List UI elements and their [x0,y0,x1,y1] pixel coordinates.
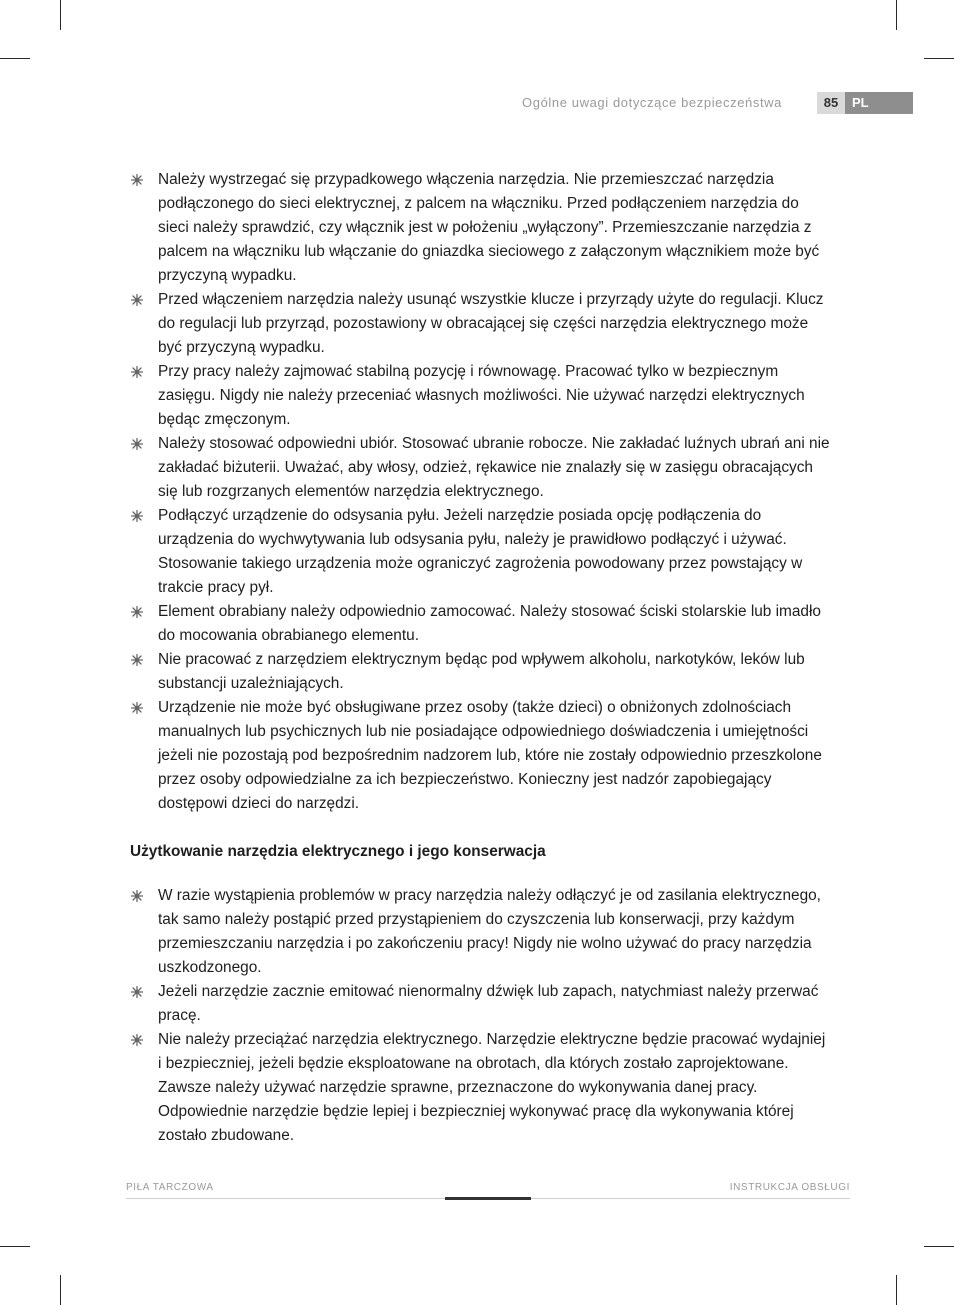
list-item-text: Urządzenie nie może być obsługiwane przez osoby (także dzieci) o obniżonych zdolnościach manualnych lub psychicznych lub nie posiadające odpowiedniego doświadczenia i umiejętności jeżeli nie pozostają pod bezpośrednim nadzorem lub, które nie zostały odpowiednio przeszkolone przez osoby odpowiedzialne za ich bezpieczeństwo. Konieczny jest nadzór zapobiegający dostępowi dzieci do narzędzi. [158,699,822,812]
language-tab: PL [845,92,913,114]
crop-mark [896,0,897,30]
section-heading: Użytkowanie narzędzia elektrycznego i jego konserwacja [130,843,546,860]
footer-divider-accent [445,1197,531,1200]
footer-manual-label: INSTRUKCJA OBSŁUGI [729,1182,850,1193]
list-item-text: Jeżeli narzędzie zacznie emitować nienormalny dźwięk lub zapach, natychmiast należy przerwać pracę. [158,983,819,1024]
list-item-text: W razie wystąpienia problemów w pracy narzędzia należy odłączyć je od zasilania elektrycznego, tak samo należy postąpić przed przystąpieniem do czyszczenia lub konserwacji, przy każdym przemieszczaniu narzędzia i po zakończeniu pracy! Nigdy nie wolno używać do pracy narzędzia uszkodzonego. [158,887,821,976]
list-item-text: Przed włączeniem narzędzia należy usunąć wszystkie klucze i przyrządy użyte do regulacji. Klucz do regulacji lub przyrząd, pozostawiony w obracającej się części narzędzia elektrycznego może być przyczyną wypadku. [158,291,824,356]
header-section-title: Ogólne uwagi dotyczące bezpieczeństwa [522,95,782,110]
list-item-text: Należy wystrzegać się przypadkowego włączenia narzędzia. Nie przemieszczać narzędzia podłączonego do sieci elektrycznej, z palcem na włączniku. Przed podłączeniem narzędzia do sieci należy sprawdzić, czy włącznik jest w położeniu „wyłączony”. Przemieszczanie narzędzia z palcem na włączniku lub włączanie do gniazdka sieciowego z załączonym włącznikiem może być przyczyną wypadku. [158,171,820,284]
list-item-text: Należy stosować odpowiedni ubiór. Stosować ubranie robocze. Nie zakładać luźnych ubrań ani nie zakładać biżuterii. Uważać, aby włosy, odzież, rękawice nie znalazły się w zasięgu obracających się lub rozgrzanych elementów narzędzia elektrycznego. [158,435,830,500]
list-item-text: Element obrabiany należy odpowiednio zamocować. Należy stosować ściski stolarskie lub imadło do mocowania obrabianego elementu. [158,603,821,644]
list-item [130,1028,830,1148]
list-item [130,288,830,360]
list-item-text: Podłączyć urządzenie do odsysania pyłu. Jeżeli narzędzie posiada opcję podłączenia do urządzenia do wychwytywania lub odsysania pyłu, należy je prawidłowo podłączyć i używać. Stosowanie takiego urządzenia może ograniczyć zagrożenia powodowany przez powstający w trakcie pracy pył. [158,507,803,596]
crop-mark [924,58,954,59]
footer-product-name: PIŁA TARCZOWA [126,1182,214,1193]
crop-mark [60,1275,61,1305]
snowflake-bullet-icon [131,294,143,306]
list-item [130,600,830,648]
snowflake-bullet-icon [131,890,143,902]
snowflake-bullet-icon [131,366,143,378]
crop-mark [0,58,30,59]
snowflake-bullet-icon [131,654,143,666]
crop-mark [0,1246,30,1247]
list-item [130,504,830,600]
crop-mark [924,1246,954,1247]
snowflake-bullet-icon [131,702,143,714]
list-item-text: Przy pracy należy zajmować stabilną pozycję i równowagę. Pracować tylko w bezpiecznym zasięgu. Nigdy nie należy przeceniać własnych możliwości. Nie używać narzędzi elektrycznych będąc zmęczonym. [158,363,805,428]
snowflake-bullet-icon [131,174,143,186]
page-number: 85 [817,92,845,114]
safety-list [130,168,830,816]
crop-mark [60,0,61,30]
snowflake-bullet-icon [131,510,143,522]
list-item [130,884,830,980]
list-item-text: Nie pracować z narzędziem elektrycznym będąc pod wpływem alkoholu, narkotyków, leków lub substancji uzależniających. [158,651,805,692]
snowflake-bullet-icon [131,606,143,618]
list-item [130,696,830,816]
list-item [130,648,830,696]
crop-mark [896,1275,897,1305]
snowflake-bullet-icon [131,986,143,998]
usage-list [130,884,830,1148]
list-item [130,360,830,432]
snowflake-bullet-icon [131,1034,143,1046]
main-content [130,168,830,1148]
list-item-text: Nie należy przeciążać narzędzia elektrycznego. Narzędzie elektryczne będzie pracować wydajniej i bezpieczniej, jeżeli będzie eksploatowane na obrotach, dla których zostało zaprojektowane. Zawsze należy używać narzędzie sprawne, przeznaczone do wykonywania danej pracy. Odpowiednie narzędzie będzie lepiej i bezpieczniej wykonywać pracę dla wykonywania której zostało zbudowane. [158,1031,826,1144]
list-item [130,168,830,288]
snowflake-bullet-icon [131,438,143,450]
list-item [130,432,830,504]
list-item [130,980,830,1028]
